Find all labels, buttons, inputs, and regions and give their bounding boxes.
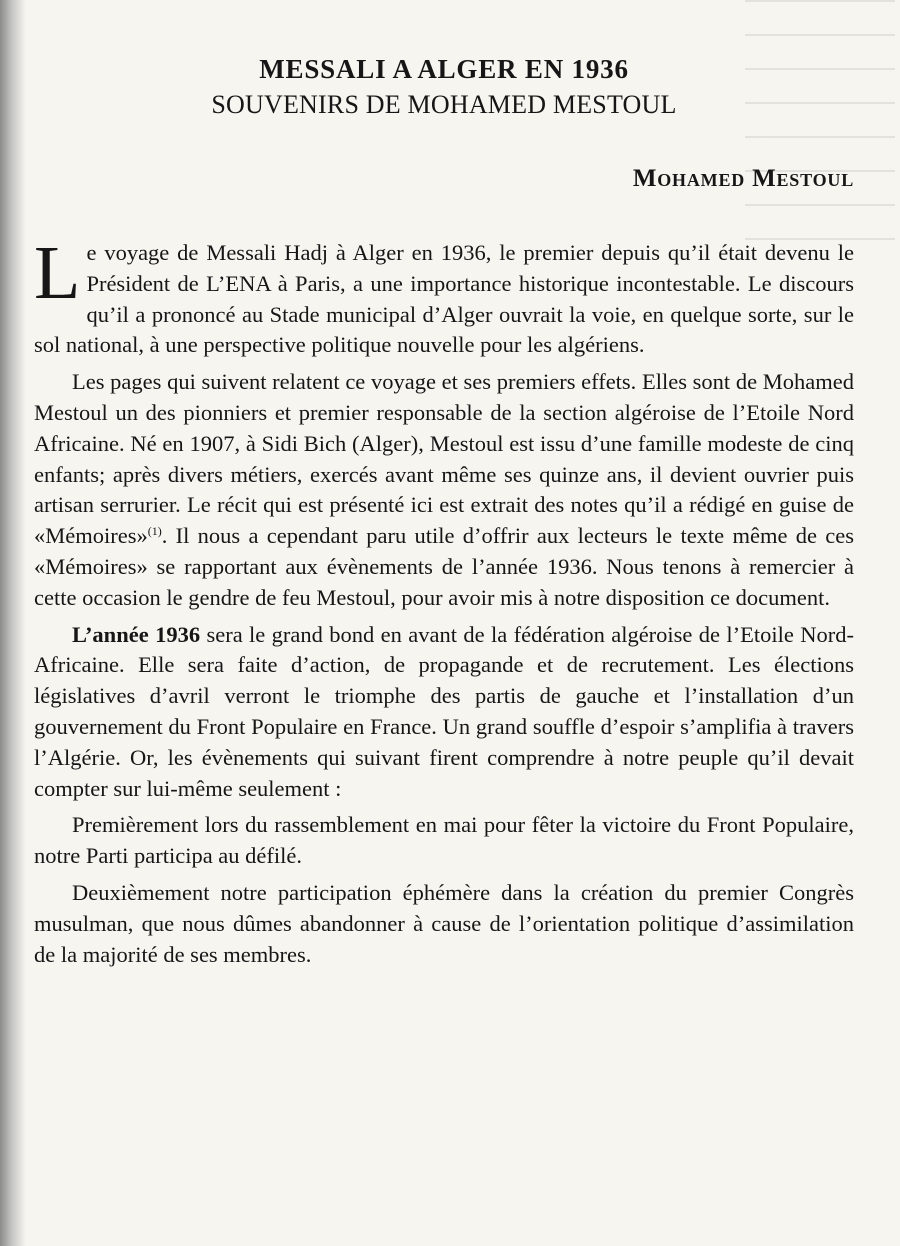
article-subtitle: SOUVENIRS DE MOHAMED MESTOUL [211, 90, 677, 119]
paragraph-5-text: Deuxièmement notre participation éphémère dans la création du premier Congrès musulman, que nous dûmes abandonner à cause de l’orientation politique d’assimilation de la majorité de ses membres. [34, 879, 854, 967]
article-title: MESSALI A ALGER EN 1936 [259, 54, 629, 84]
paragraph-5 [34, 878, 854, 970]
paragraph-3 [34, 620, 854, 805]
drop-cap: L [34, 231, 81, 315]
author-name: Mohamed Mestoul [632, 165, 854, 192]
paragraph-1-text: e voyage de Messali Hadj à Alger en 1936, le premier depuis qu’il était devenu le Président de L’ENA à Paris, a une importance historique incontestable. Le discours qu’il a prononcé au Stade municipal d’Alger ouvrait la voie, en quelque sorte, sur le sol national, à une perspective politique nouvelle pour les algériens. [34, 240, 854, 358]
paragraph-4 [34, 810, 854, 872]
paragraph-2 [34, 367, 854, 613]
book-gutter-shadow [0, 0, 26, 1246]
paragraph-3-text: sera le grand bond en avant de la fédération algéroise de l’Etoile Nord-Africaine. Elle sera faite d’action, de propagande et de recrutement. Les élections législatives d’avril verront le triomphe des partis de gauche et l’installation d’un gouvernement du Front Populaire en France. Un grand souffle d’espoir s’amplifia à travers l’Algérie. Or, les évènements qui suivant firent comprendre à notre peuple qu’il devait compter sur lui-même seulement : [34, 621, 855, 801]
paragraph-2-text-after: . Il nous a cependant paru utile d’offrir aux lecteurs le texte même de ces «Mémoires» se rapportant aux évènements de l’année 1936. Nous tenons à remercier à cette occasion le gendre de feu Mestoul, pour avoir mis à notre disposition ce document. [34, 523, 854, 610]
article-body [34, 231, 855, 970]
paragraph-1 [34, 231, 854, 361]
footnote-marker: (1) [147, 524, 162, 539]
paragraph-4-text: Premièrement lors du rassemblement en mai pour fêter la victoire du Front Populaire, notre Parti participa au défilé. [34, 812, 854, 869]
paragraph-3-bold-lead: L’année 1936 [72, 621, 201, 647]
paragraph-2-text-before: Les pages qui suivent relatent ce voyage et ses premiers effets. Elles sont de Mohamed Mestoul un des pionniers et premier responsable de la section algéroise de l’Etoile Nord Africaine. Né en 1907, à Sidi Bich (Alger), Mestoul est issu d’une famille modeste de cinq enfants; après divers métiers, exercés avant même ses quinze ans, il devient ouvrier puis artisan serrurier. Le récit qui est présenté ici est extrait des notes qu’il a rédigé en guise de «Mémoires» [34, 369, 854, 549]
article [34, 52, 854, 976]
